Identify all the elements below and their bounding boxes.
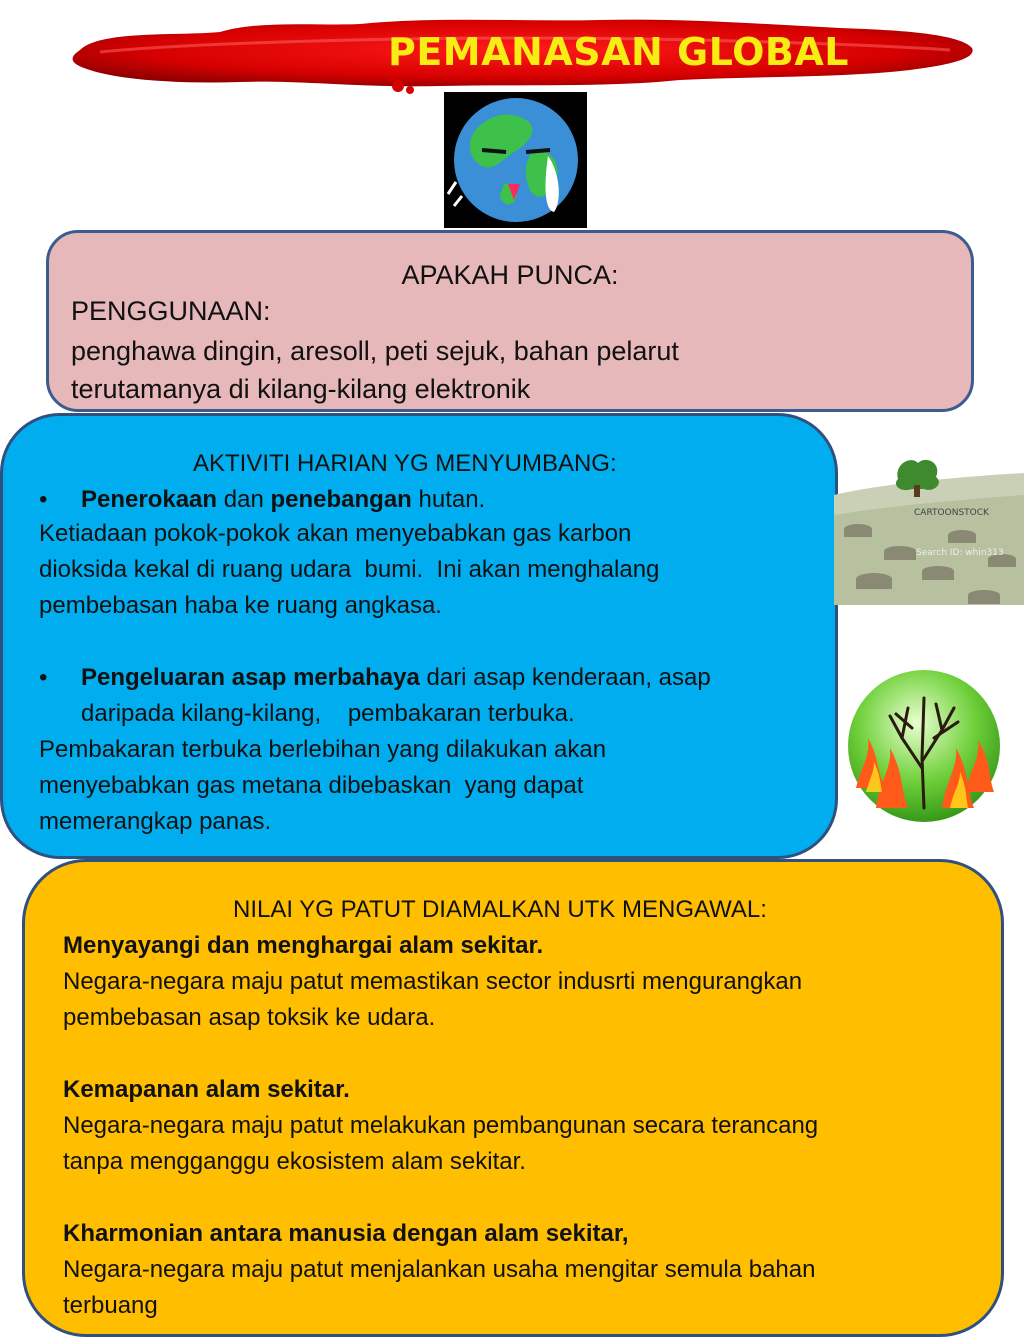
usage-line-2: terutamanya di kilang-kilang elektronik bbox=[71, 374, 531, 404]
value-1-line-1: Negara-negara maju patut memastikan sector indusrti mengurangkan bbox=[63, 968, 803, 995]
value-3-line-2: terbuang bbox=[63, 1292, 158, 1319]
burning-line-2: menyebabkan gas metana dibebaskan yang dapat bbox=[39, 772, 584, 799]
bullet-emissions: Pengeluaran asap merbahaya dari asap kenderaan, asap bbox=[81, 664, 711, 691]
value-3-line-1: Negara-negara maju patut menjalankan usaha mengitar semula bahan bbox=[63, 1256, 816, 1283]
activities-panel bbox=[0, 413, 838, 859]
value-3-title: Kharmonian antara manusia dengan alam sekitar, bbox=[63, 1220, 629, 1247]
page-title: PEMANASAN GLOBAL bbox=[388, 30, 849, 74]
crying-earth-image bbox=[444, 92, 587, 228]
burning-tree-image bbox=[846, 668, 1002, 824]
deforestation-line-3: pembebasan haba ke ruang angkasa. bbox=[39, 592, 442, 619]
causes-panel bbox=[46, 230, 974, 412]
bullet-icon: • bbox=[39, 486, 48, 513]
bullet-deforestation: Penerokaan dan penebangan hutan. bbox=[81, 486, 486, 513]
earth-icon bbox=[444, 92, 587, 228]
usage-line-1: penghawa dingin, aresoll, peti sejuk, bahan pelarut bbox=[71, 336, 679, 366]
value-2-line-2: tanpa mengganggu ekosistem alam sekitar. bbox=[63, 1148, 526, 1175]
deforestation-line-1: Ketiadaan pokok-pokok akan menyebabkan gas karbon bbox=[39, 520, 632, 547]
bullet-emissions-line-2: daripada kilang-kilang, pembakaran terbuka. bbox=[81, 700, 575, 727]
value-1-line-2: pembebasan asap toksik ke udara. bbox=[63, 1004, 436, 1031]
bullet-icon: • bbox=[39, 664, 48, 691]
value-2-title: Kemapanan alam sekitar. bbox=[63, 1076, 350, 1103]
search-id-text: Search ID: whin313 bbox=[916, 548, 1004, 558]
values-panel bbox=[22, 859, 1004, 1337]
deforestation-line-2: dioksida kekal di ruang udara bumi. Ini akan menghalang bbox=[39, 556, 660, 583]
usage-label: PENGGUNAAN: bbox=[71, 296, 271, 326]
value-1-title: Menyayangi dan menghargai alam sekitar. bbox=[63, 932, 544, 959]
deforestation-image bbox=[834, 455, 1024, 605]
value-2-line-1: Negara-negara maju patut melakukan pembangunan secara terancang bbox=[63, 1112, 819, 1139]
burning-line-1: Pembakaran terbuka berlebihan yang dilakukan akan bbox=[39, 736, 607, 763]
activities-heading: AKTIVITI HARIAN YG MENYUMBANG: bbox=[193, 450, 617, 477]
watermark-text: CARTOONSTOCK bbox=[914, 508, 989, 518]
causes-heading: APAKAH PUNCA: bbox=[401, 260, 619, 290]
burning-line-3: memerangkap panas. bbox=[39, 808, 272, 835]
values-heading: NILAI YG PATUT DIAMALKAN UTK MENGAWAL: bbox=[233, 896, 767, 923]
